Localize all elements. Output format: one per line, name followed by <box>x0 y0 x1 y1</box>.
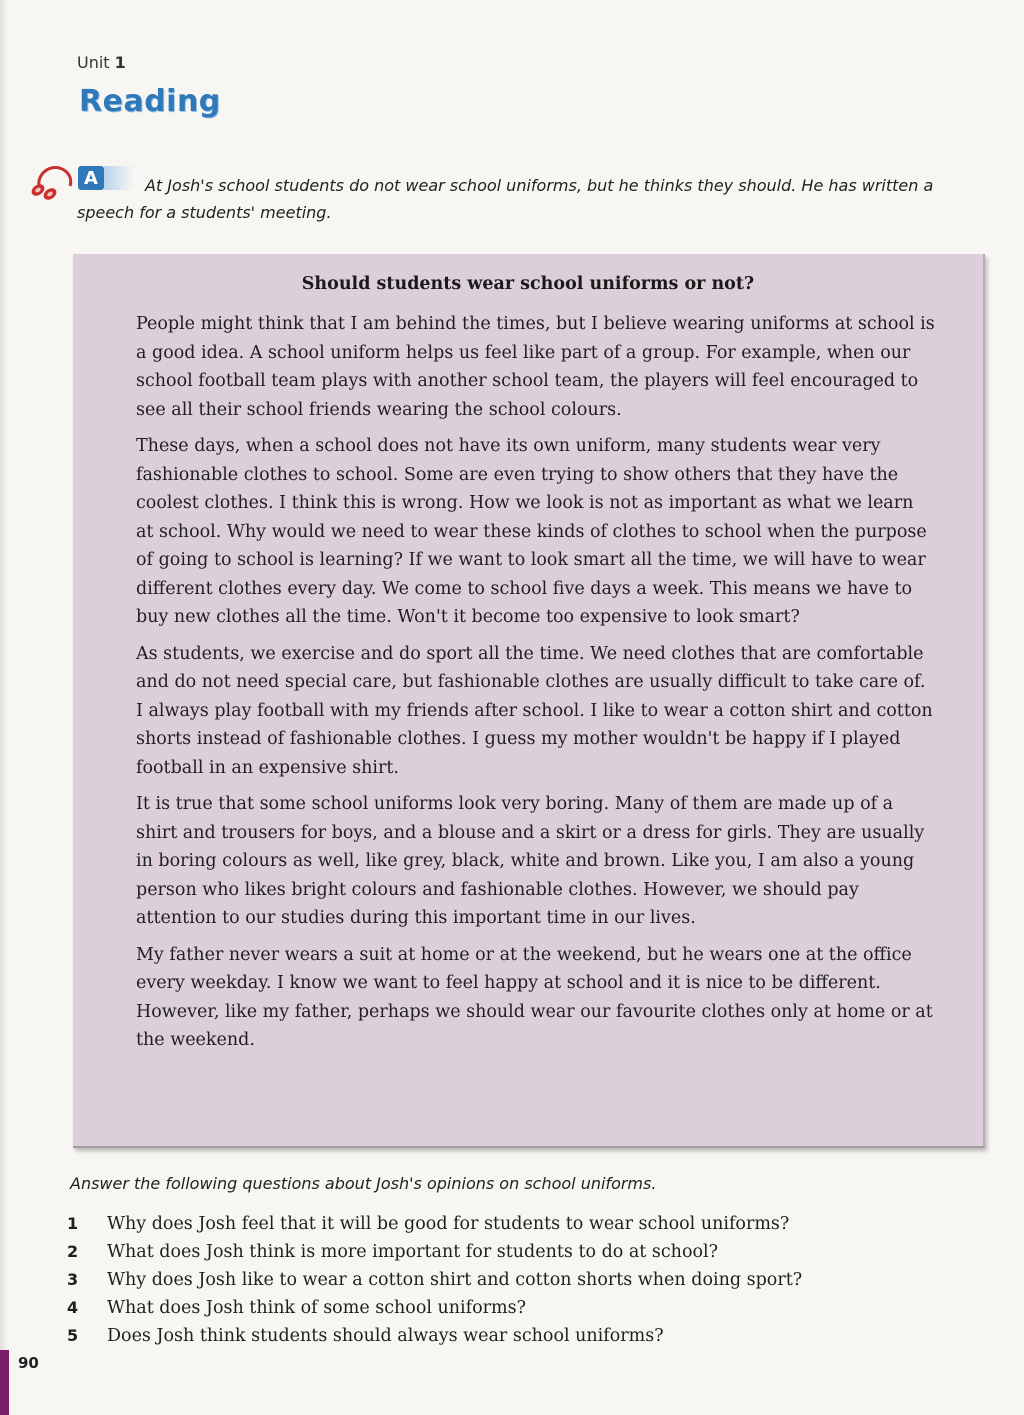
passage-paragraph: People might think that I am behind the times, but I believe wearing uniforms at school is a good idea. A school uniform helps us feel like part of a group. For example, when our school football team plays with another school team, the players will feel encouraged to see all their school friends wearing the school colours. <box>136 314 935 420</box>
question-item <box>67 1322 967 1350</box>
question-number: 4 <box>67 1298 79 1317</box>
headphones-icon <box>26 160 78 200</box>
section-title: Reading <box>79 84 221 119</box>
passage-body <box>136 310 936 1063</box>
question-number: 5 <box>67 1326 79 1345</box>
question-item <box>67 1294 967 1322</box>
question-text: Why does Josh like to wear a cotton shirt and cotton shorts when doing sport? <box>107 1270 803 1290</box>
questions-instruction: Answer the following questions about Josh's opinions on school uniforms. <box>70 1174 657 1193</box>
question-text: What does Josh think of some school uniforms? <box>107 1298 526 1318</box>
exercise-label: A <box>78 166 104 190</box>
unit-word: Unit <box>77 53 110 72</box>
page-edge <box>0 0 8 1415</box>
question-item <box>67 1210 967 1238</box>
passage-paragraph: These days, when a school does not have its own uniform, many students wear very fashionable clothes to school. Some are even trying to show others that they have the coolest clothes. I think this is wrong. How we look is not as important as what we learn at school. Why would we need to wear these kinds of clothes to school when the purpose of going to school is learning? If we want to look smart all the time, we will have to wear different clothes every day. We come to school five days a week. This means we have to buy new clothes all the time. Won't it become too expensive to look smart? <box>136 436 927 627</box>
question-text: What does Josh think is more important for students to do at school? <box>107 1242 719 1262</box>
page-number: 90 <box>18 1354 39 1372</box>
unit-label <box>77 53 126 72</box>
question-item <box>67 1266 967 1294</box>
question-item <box>67 1238 967 1266</box>
question-number: 2 <box>67 1242 79 1261</box>
reading-passage <box>73 254 985 1148</box>
question-number: 1 <box>67 1214 79 1233</box>
question-list <box>67 1210 967 1350</box>
exercise-intro-text: At Josh's school students do not wear school uniforms, but he thinks they should. He has written a speech for a students' meeting. <box>77 176 934 222</box>
question-text: Why does Josh feel that it will be good for students to wear school uniforms? <box>107 1214 790 1234</box>
passage-title: Should students wear school uniforms or not? <box>301 274 755 294</box>
page-edge-bar <box>0 1350 9 1415</box>
passage-paragraph: It is true that some school uniforms look very boring. Many of them are made up of a shirt and trousers for boys, and a blouse and a skirt or a dress for girls. They are usually in boring colours as well, like grey, black, white and brown. Like you, I am also a young person who likes bright colours and fashionable clothes. However, we should pay attention to our studies during this important time in our lives. <box>136 794 925 928</box>
question-number: 3 <box>67 1270 79 1289</box>
passage-paragraph: My father never wears a suit at home or at the weekend, but he wears one at the office every weekday. I know we want to feel happy at school and it is nice to be different. However, like my father, perhaps we should wear our favourite clothes only at home or at the weekend. <box>136 944 933 1050</box>
exercise-intro <box>77 172 957 226</box>
unit-number: 1 <box>114 53 126 72</box>
passage-paragraph: As students, we exercise and do sport all the time. We need clothes that are comfortable and do not need special care, but fashionable clothes are usually difficult to take care of. I always play football with my friends after school. I like to wear a cotton shirt and cotton shorts instead of fashionable clothes. I guess my mother wouldn't be happy if I played football in an expensive shirt. <box>136 643 933 778</box>
question-text: Does Josh think students should always wear school uniforms? <box>107 1326 664 1346</box>
